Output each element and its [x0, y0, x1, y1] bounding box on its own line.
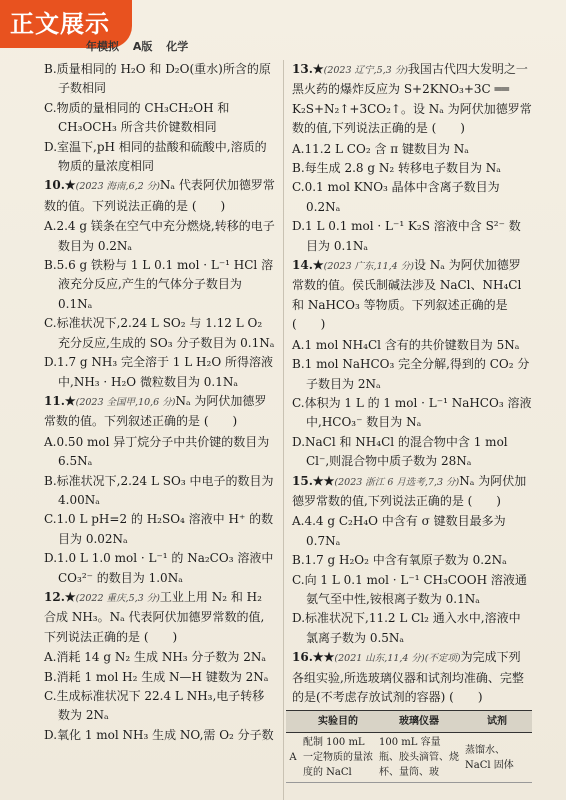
experiment-table: [286, 710, 532, 783]
question-number: 13.★: [292, 62, 324, 76]
answer-option: B.1.7 g H₂O₂ 中含有氧原子数为 0.2Nₐ: [292, 553, 507, 568]
table-row-label: A: [286, 733, 300, 783]
answer-option: D.标准状况下,11.2 L Cl₂ 通入水中,溶液中氯离子数为 0.5Nₐ: [292, 611, 521, 645]
table-header-glassware: 玻璃仪器: [376, 711, 462, 733]
table-cell-glassware: 100 mL 容量瓶、胶头滴管、烧杯、量筒、玻: [376, 733, 462, 783]
answer-option: B.每生成 2.8 g N₂ 转移电子数目为 Nₐ: [292, 161, 501, 176]
question-stem: [292, 256, 532, 335]
question-number: 14.★: [292, 258, 324, 273]
question-source: (2023 浙江 6 月选考,7,3 分): [334, 476, 460, 488]
answer-option: C.1.0 L pH=2 的 H₂SO₄ 溶液中 H⁺ 的数目为 0.02Nₐ: [44, 512, 274, 546]
question-text: Nₐ 代表阿伏加德罗常数的值。下列说法正确的是 ( ): [44, 178, 275, 213]
answer-option: A.4.4 g C₂H₄O 中含有 σ 键数目最多为 0.7Nₐ: [292, 514, 506, 548]
question-source: (2023 全国甲,10,6 分): [75, 396, 176, 408]
answer-option: D.NaCl 和 NH₄Cl 的混合物中含 1 mol Cl⁻,则混合物中质子数为 28Nₐ: [292, 434, 508, 469]
question-number: 16.★★: [292, 650, 335, 665]
table-cell-purpose: 配制 100 mL 一定物质的量浓度的 NaCl: [300, 733, 376, 783]
table-header-purpose: 实验目的: [300, 711, 376, 733]
question-source: (2023 辽宁,5,3 分): [323, 65, 408, 76]
header-edition: A版: [132, 40, 153, 53]
answer-option: A.消耗 14 g N₂ 生成 NH₃ 分子数为 2Nₐ: [44, 650, 266, 665]
left-column: [44, 60, 276, 745]
table-cell-reagent: 蒸馏水、NaCl 固体: [462, 733, 532, 783]
answer-option: C.向 1 L 0.1 mol · L⁻¹ CH₃COOH 溶液通氨气至中性,铵根离子数为 0.1Nₐ: [292, 572, 527, 606]
answer-option: A.11.2 L CO₂ 含 π 键数目为 Nₐ: [292, 141, 469, 156]
answer-option: D.1.0 L 1.0 mol · L⁻¹ 的 Na₂CO₃ 溶液中 CO₃²⁻ 的数目为 1.0Nₐ: [44, 551, 274, 585]
table-header-reagent: 试剂: [462, 711, 532, 733]
question-stem: [44, 176, 276, 216]
question-stem: [292, 60, 532, 139]
question-source: (2023 海南,6,2 分): [75, 181, 160, 193]
answer-option: D.1.7 g NH₃ 完全溶于 1 L H₂O 所得溶液中,NH₃ · H₂O 微粒数目为 0.1Nₐ: [44, 355, 273, 389]
answer-option: C.生成标准状况下 22.4 L NH₃,电子转移数为 2Nₐ: [44, 689, 265, 723]
question-text: 我国古代四大发明之一黑火药的爆炸反应为 S+2KNO₃+3C ══ K₂S+N₂↑+3CO₂↑。设 Nₐ 为阿伏加德罗常数的值,下列说法正确的是 ( ): [292, 62, 532, 136]
answer-option: A.0.50 mol 异丁烷分子中共价键的数目为 6.5Nₐ: [44, 434, 270, 469]
answer-option: B.消耗 1 mol H₂ 生成 N—H 键数为 2Nₐ: [44, 669, 269, 684]
question-number: 12.★: [44, 589, 76, 604]
answer-option: B.标准状况下,2.24 L SO₃ 中电子的数目为 4.00Nₐ: [44, 473, 274, 507]
column-divider: [283, 60, 284, 800]
answer-option: C.体积为 1 L 的 1 mol · L⁻¹ NaHCO₃ 溶液中,HCO₃⁻ 数目为 Nₐ: [292, 395, 532, 430]
question-stem: [292, 648, 532, 707]
question-text: 设 Nₐ 为阿伏加德罗常数的值。侯氏制碱法涉及 NaCl、NH₄Cl 和 NaHCO₃ 等物质。下列叙述正确的是 ( ): [292, 258, 522, 332]
question-source: (2021 山东,11,4 分)(不定项): [334, 653, 461, 665]
answer-option: D.1 L 0.1 mol · L⁻¹ K₂S 溶液中含 S²⁻ 数目为 0.1Nₐ: [292, 219, 521, 253]
answer-option: A.1 mol NH₄Cl 含有的共价键数目为 5Nₐ: [292, 337, 520, 352]
question-text: Nₐ 为阿伏加德罗常数的值。下列叙述正确的是 ( ): [44, 393, 267, 429]
question-number: 11.★: [44, 393, 76, 408]
header-series: 年模拟: [86, 40, 119, 53]
question-text: Nₐ 为阿伏加德罗常数的值,下列说法正确的是 ( ): [292, 473, 527, 508]
right-column: [289, 60, 532, 783]
answer-option: D.氧化 1 mol NH₃ 生成 NO,需 O₂ 分子数: [44, 727, 274, 742]
content-badge: 正文展示: [0, 0, 132, 48]
answer-option: B.质量相同的 H₂O 和 D₂O(重水)所含的原子数相同: [44, 62, 271, 96]
question-source: (2023 广东,11,4 分): [323, 261, 414, 273]
question-stem: [292, 472, 532, 512]
answer-option: B.5.6 g 铁粉与 1 L 0.1 mol · L⁻¹ HCl 溶液充分反应,产生的气体分子数目为 0.1Nₐ: [44, 258, 274, 311]
table-header-blank: [286, 711, 300, 733]
answer-option: C.物质的量相同的 CH₃CH₂OH 和 CH₃OCH₃ 所含共价键数相同: [44, 100, 230, 135]
answer-option: B.1 mol NaHCO₃ 完全分解,得到的 CO₂ 分子数目为 2Nₐ: [292, 357, 530, 391]
header-subject: 化学: [166, 40, 189, 53]
answer-option: D.室温下,pH 相同的盐酸和硫酸中,溶质的物质的量浓度相同: [44, 139, 267, 174]
question-number: 15.★★: [292, 473, 335, 488]
question-stem: [44, 588, 276, 647]
table-row: [286, 733, 532, 783]
answer-option: C.0.1 mol KNO₃ 晶体中含离子数目为 0.2Nₐ: [292, 180, 500, 214]
question-source: (2022 重庆,5,3 分): [75, 592, 160, 604]
question-stem: [44, 392, 276, 432]
answer-option: C.标准状况下,2.24 L SO₂ 与 1.12 L O₂ 充分反应,生成的 SO₃ 分子数目为 0.1Nₐ: [44, 316, 275, 350]
question-number: 10.★: [44, 178, 76, 193]
question-text: 工业上用 N₂ 和 H₂ 合成 NH₃。Nₐ 代表阿伏加德罗常数的值,下列说法正确的是 ( ): [44, 589, 265, 644]
answer-option: A.2.4 g 镁条在空气中充分燃烧,转移的电子数目为 0.2Nₐ: [44, 219, 275, 253]
question-text: 为完成下列各组实验,所选玻璃仪器和试剂均准确、完整的是(不考虑存放试剂的容器) ( ): [292, 650, 524, 704]
page-header: [86, 38, 198, 54]
